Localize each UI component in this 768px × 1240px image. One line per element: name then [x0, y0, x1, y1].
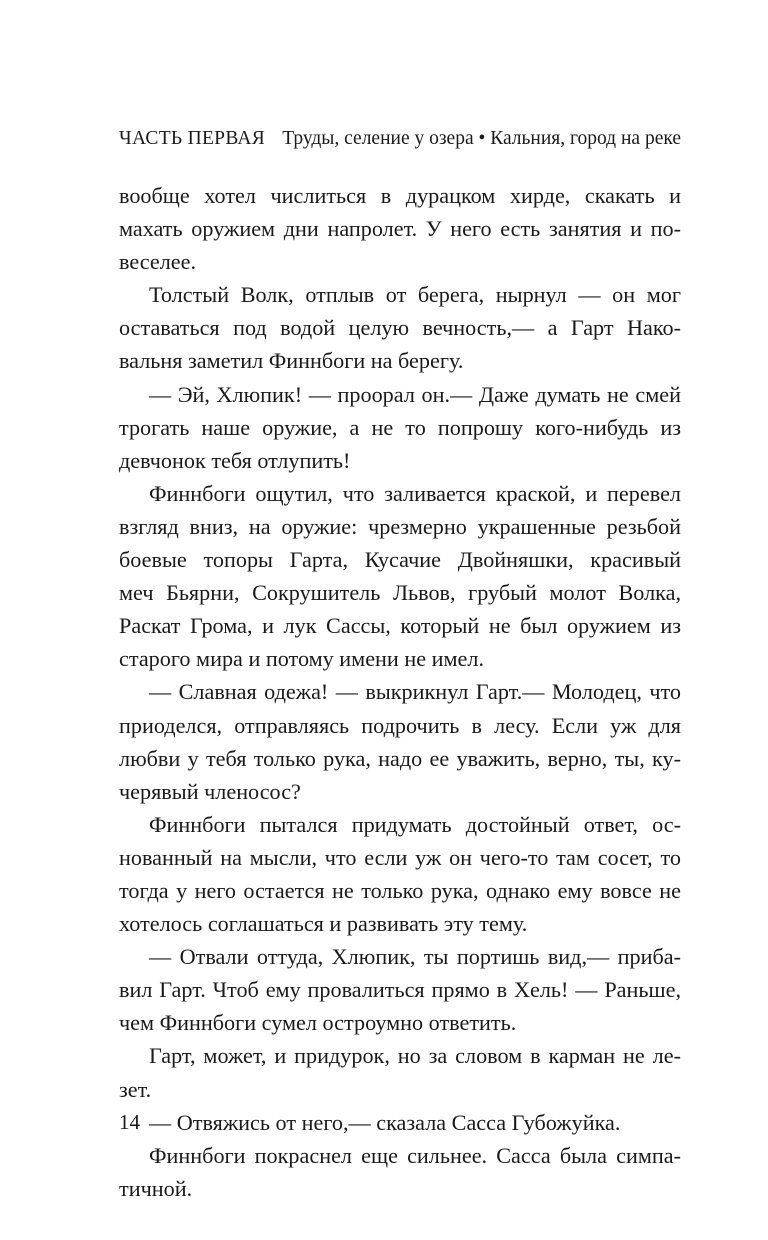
- part-title: ЧАСТЬ ПЕРВАЯ: [119, 128, 266, 149]
- chapter-title: Труды, селение у озера • Кальния, город на реке: [282, 128, 681, 149]
- text-line: веселее.: [119, 249, 197, 275]
- text-line: черявый членосос?: [119, 778, 301, 804]
- text-line: тогда у него остается не только рука, однако ему вовсе не: [119, 877, 681, 903]
- text-line: Гарт, может, и придурок, но за словом в карман не ле-: [149, 1043, 681, 1069]
- text-line: зет.: [119, 1076, 152, 1102]
- text-line: — Отвяжись от него,— сказала Сасса Губожуйка.: [149, 1109, 621, 1135]
- body-text: [119, 179, 681, 1205]
- text-line: Раскат Грома, и лук Сассы, который не был оружием из: [119, 613, 681, 639]
- text-line: старого мира и потому имени не имел.: [119, 646, 484, 672]
- text-line: чем Финнбоги сумел остроумно ответить.: [119, 1010, 517, 1036]
- text-line: нованный на мысли, что если уж он чего-то там сосет, то: [119, 844, 681, 870]
- text-line: — Эй, Хлюпик! — проорал он.— Даже думать не смей: [149, 381, 681, 407]
- running-head: [119, 125, 681, 153]
- text-line: любви у тебя только рука, надо ее уважить, верно, ты, ку-: [119, 745, 681, 771]
- text-line: трогать наше оружие, а не то попрошу кого-нибудь из: [119, 414, 681, 440]
- text-line: вил Гарт. Чтоб ему провалиться прямо в Хель! — Раньше,: [119, 977, 681, 1003]
- text-line: Финнбоги ощутил, что заливается краской, и перевел: [149, 480, 681, 506]
- text-line: девчонок тебя отлупить!: [119, 447, 351, 473]
- text-line: вальня заметил Финнбоги на берегу.: [119, 348, 464, 374]
- text-line: приоделся, отправляясь подрочить в лесу. Если уж для: [119, 712, 681, 738]
- text-line: Толстый Волк, отплыв от берега, нырнул — он мог: [149, 282, 681, 308]
- text-line: вообще хотел числиться в дурацком хирде, скакать и: [119, 183, 681, 208]
- text-line: Финнбоги покраснел еще сильнее. Сасса была симпа-: [149, 1142, 681, 1168]
- text-line: оставаться под водой целую вечность,— а Гарт Нако-: [119, 315, 681, 341]
- text-line: боевые топоры Гарта, Кусачие Двойняшки, красивый: [119, 547, 681, 573]
- text-line: Финнбоги пытался придумать достойный ответ, ос-: [149, 811, 681, 837]
- text-line: тичной.: [119, 1175, 193, 1201]
- text-line: взгляд вниз, на оружие: чрезмерно украшенные резьбой: [119, 513, 681, 539]
- text-line: махать оружием дни напролет. У него есть занятия и по-: [119, 216, 681, 242]
- text-line: меч Бьярни, Сокрушитель Львов, грубый молот Волка,: [119, 580, 681, 606]
- text-line: — Отвали оттуда, Хлюпик, ты портишь вид,— приба-: [149, 944, 681, 970]
- text-line: — Славная одежа! — выкрикнул Гарт.— Молодец, что: [149, 679, 681, 705]
- page-number: 14: [119, 1110, 140, 1134]
- text-line: хотелось соглашаться и развивать эту тему.: [119, 911, 528, 937]
